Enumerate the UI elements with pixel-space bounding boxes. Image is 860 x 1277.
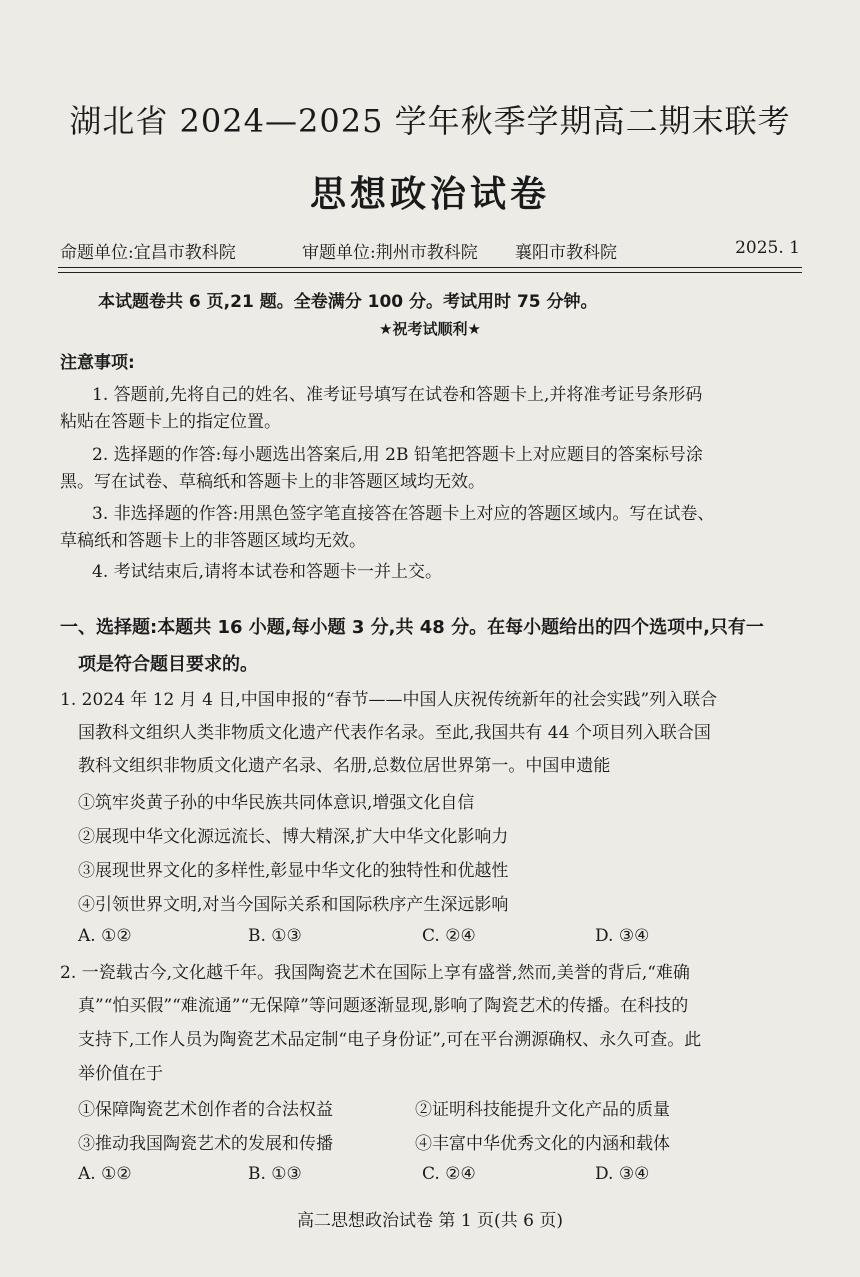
option-b: B. ①③ (248, 1164, 302, 1184)
notes-heading: 注意事项: (60, 353, 135, 373)
header-divider-2 (58, 272, 802, 273)
option-d: D. ③④ (595, 926, 650, 946)
question-2-items-row (60, 1129, 800, 1153)
note-line: 4. 考试结束后,请将本试卷和答题卡一并上交。 (92, 562, 443, 582)
option-a: A. ①② (78, 1164, 132, 1184)
option-b: B. ①③ (248, 926, 302, 946)
option-d: D. ③④ (595, 1164, 650, 1184)
question-2-text: 支持下,工作人员为陶瓷艺术品定制“电子身份证”,可在平台溯源确权、永久可查。此 (78, 1030, 702, 1050)
question-2-text: 真”“怕买假”“难流通”“无保障”等问题逐渐显现,影响了陶瓷艺术的传播。在科技的 (78, 996, 689, 1016)
question-2-item: ②证明科技能提升文化产品的质量 (415, 1100, 670, 1120)
question-2-item: ③推动我国陶瓷艺术的发展和传播 (78, 1134, 333, 1154)
question-2-text: 2. 一瓷载古今,文化越千年。我国陶瓷艺术在国际上享有盛誉,然而,美誉的背后,“难确 (60, 963, 690, 983)
option-c: C. ②④ (422, 926, 476, 946)
question-1-item: ①筑牢炎黄子孙的中华民族共同体意识,增强文化自信 (78, 793, 475, 813)
note-line: 黑。写在试卷、草稿纸和答题卡上的非答题区域均无效。 (60, 472, 485, 492)
page-footer: 高二思想政治试卷 第 1 页(共 6 页) (297, 1211, 563, 1231)
question-2-text: 举价值在于 (78, 1064, 163, 1084)
note-line: 2. 选择题的作答:每小题选出答案后,用 2B 铅笔把答题卡上对应题目的答案标号涂 (92, 445, 703, 465)
question-2-options (60, 1164, 800, 1188)
header-divider (58, 267, 802, 268)
note-line: 1. 答题前,先将自己的姓名、准考证号填写在试卷和答题卡上,并将准考证号条形码 (92, 385, 703, 405)
section-heading: 一、选择题:本题共 16 小题,每小题 3 分,共 48 分。在每小题给出的四个选项中,只有一 (60, 617, 764, 638)
question-2-item: ①保障陶瓷艺术创作者的合法权益 (78, 1100, 333, 1120)
question-2-item: ④丰富中华优秀文化的内涵和载体 (415, 1134, 670, 1154)
question-1-text: 教科文组织非物质文化遗产名录、名册,总数位居世界第一。中国申遗能 (78, 756, 611, 776)
question-1-text: 1. 2024 年 12 月 4 日,中国申报的“春节——中国人庆祝传统新年的社会实践”列入联合 (60, 690, 718, 710)
exam-date: 2025. 1 (735, 238, 800, 258)
option-c: C. ②④ (422, 1164, 476, 1184)
question-1-options (60, 926, 800, 950)
question-1-item: ③展现世界文化的多样性,彰显中华文化的独特性和优越性 (78, 861, 509, 881)
setter-unit: 命题单位:宜昌市教科院 (60, 243, 236, 263)
question-1-item: ②展现中华文化源远流长、博大精深,扩大中华文化影响力 (78, 827, 509, 847)
subject-title: 思想政治试卷 (309, 174, 550, 215)
reviewer-unit-2: 襄阳市教科院 (515, 243, 617, 263)
reviewer-unit: 审题单位:荆州市教科院 (302, 243, 478, 263)
question-1-item: ④引领世界文明,对当今国际关系和国际秩序产生深远影响 (78, 895, 509, 915)
exam-title: 湖北省 2024—2025 学年秋季学期高二期末联考 (69, 102, 791, 140)
question-1-text: 国教科文组织人类非物质文化遗产代表作名录。至此,我国共有 44 个项目列入联合国 (78, 723, 711, 743)
good-luck-note: ★祝考试顺利★ (379, 320, 481, 338)
question-2-items-row (60, 1095, 800, 1119)
section-heading-cont: 项是符合题目要求的。 (78, 654, 258, 675)
note-line: 3. 非选择题的作答:用黑色签字笔直接答在答题卡上对应的答题区域内。写在试卷、 (92, 504, 715, 524)
option-a: A. ①② (78, 926, 132, 946)
exam-summary: 本试题卷共 6 页,21 题。全卷满分 100 分。考试用时 75 分钟。 (98, 292, 598, 312)
unit-line (60, 238, 800, 264)
note-line: 粘贴在答题卡上的指定位置。 (60, 412, 281, 432)
note-line: 草稿纸和答题卡上的非答题区域均无效。 (60, 531, 366, 551)
